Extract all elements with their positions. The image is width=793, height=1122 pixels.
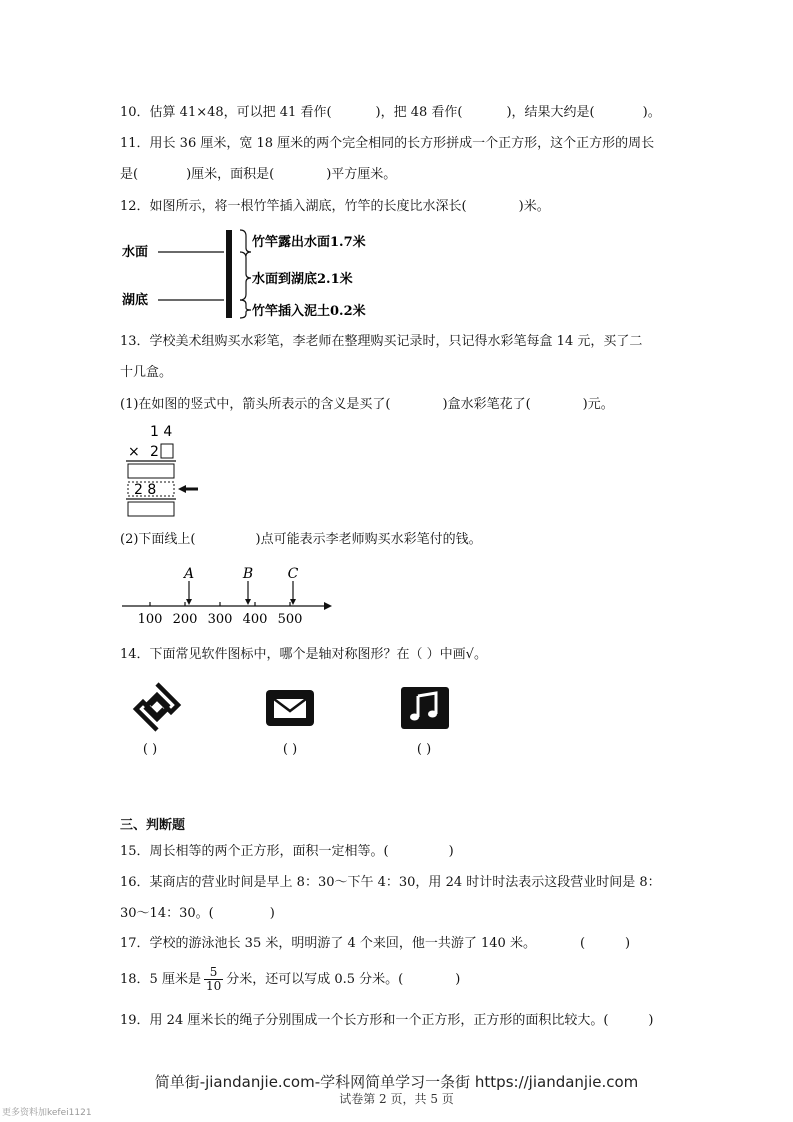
question-11-line1: 11．用长 36 厘米，宽 18 厘米的两个完全相同的长方形拼成一个正方形，这个正方形的周长 <box>120 136 655 151</box>
axis-arrow-icon <box>324 602 332 610</box>
china-mobile-icon[interactable] <box>131 681 183 733</box>
icon-answer-paren-2[interactable]: ( ) <box>282 742 298 757</box>
arrow-down-icon <box>186 599 192 605</box>
vertical-multiplication <box>122 420 202 520</box>
site-footer[interactable]: 简单街-jiandanjie.com-学科网简单学习一条街 https://jiandanjie.com <box>154 1073 639 1091</box>
tick-label: 500 <box>277 612 303 626</box>
tick-label: 400 <box>242 612 268 626</box>
tick-label: 200 <box>172 612 198 626</box>
question-18: 18．5 厘米是 $\frac{5}{10}$ 分米，还可以写成 0.5 分米。( ) <box>120 965 461 993</box>
label-in-mud: 竹竿插入泥土0.2米 <box>252 304 366 319</box>
multiplicand: 1 4 <box>150 424 173 440</box>
music-note-icon[interactable] <box>400 686 450 730</box>
point-label-c[interactable]: C <box>287 566 299 582</box>
question-17: 17．学校的游泳池长 35 米，明明游了 4 个来回，他一共游了 140 米。 ( ) <box>120 936 631 951</box>
lake-bottom-label: 湖底 <box>122 293 149 308</box>
partial-product-28: 2 8 <box>134 482 157 498</box>
brace-mid <box>240 252 251 300</box>
question-15: 15．周长相等的两个正方形，面积一定相等。( ) <box>120 844 454 859</box>
page-number: 试卷第 2 页，共 5 页 <box>339 1092 454 1106</box>
question-10: 10．估算 41×48，可以把 41 看作( )，把 48 看作( )，结果大约是( )。 <box>120 105 661 120</box>
tick-label: 100 <box>137 612 163 626</box>
water-surface-label: 水面 <box>122 245 149 260</box>
arrow-left-icon <box>178 485 198 493</box>
question-13-part2: (2)下面线上( )点可能表示李老师购买水彩笔付的钱。 <box>120 532 482 547</box>
icon-answer-paren-1[interactable]: ( ) <box>142 742 158 757</box>
multiplier-tens: 2 <box>150 444 159 460</box>
question-14: 14．下面常见软件图标中，哪个是轴对称图形？在（ ）中画√。 <box>120 647 487 662</box>
multiplier-ones-box[interactable] <box>161 444 173 458</box>
point-label-a[interactable]: A <box>183 566 195 582</box>
bamboo-pole <box>226 230 232 318</box>
times-sign: × <box>128 444 140 460</box>
question-19: 19．用 24 厘米长的绳子分别围成一个长方形和一个正方形，正方形的面积比较大。( ) <box>120 1013 654 1028</box>
bamboo-pole-figure <box>118 226 398 322</box>
brace-bottom <box>240 300 251 318</box>
mail-icon[interactable] <box>264 688 316 728</box>
watermark: 更多资料加kefei1121 <box>2 1108 92 1118</box>
question-13-line2: 十几盒。 <box>120 365 173 380</box>
tick-label: 300 <box>207 612 233 626</box>
question-13-line1: 13．学校美术组购买水彩笔，李老师在整理购买记录时，只记得水彩笔每盒 14 元，买了二 <box>120 334 643 349</box>
fraction: $\frac{5}{10}$ <box>205 965 222 993</box>
question-11-line2: 是( )厘米，面积是( )平方厘米。 <box>120 167 397 182</box>
question-12: 12．如图所示，将一根竹竿插入湖底，竹竿的长度比水深长( )米。 <box>120 199 550 214</box>
section-title: 三、判断题 <box>120 818 186 833</box>
icon-answer-paren-3[interactable]: ( ) <box>416 742 432 757</box>
label-water-depth: 水面到湖底2.1米 <box>252 272 353 287</box>
arrow-down-icon <box>290 599 296 605</box>
partial-product-box[interactable] <box>128 464 174 478</box>
label-above-water: 竹竿露出水面1.7米 <box>252 235 366 250</box>
product-box[interactable] <box>128 502 174 516</box>
point-label-b[interactable]: B <box>242 566 254 582</box>
arrow-down-icon <box>245 599 251 605</box>
question-16-line1: 16．某商店的营业时间是早上 8：30～下午 4：30，用 24 时计时法表示这段营业时间是 8： <box>120 875 661 890</box>
question-16-line2: 30～14：30。( ) <box>120 906 275 921</box>
number-line <box>118 564 338 626</box>
question-13-part1: (1)在如图的竖式中，箭头所表示的含义是买了( )盒水彩笔花了( )元。 <box>120 397 614 412</box>
